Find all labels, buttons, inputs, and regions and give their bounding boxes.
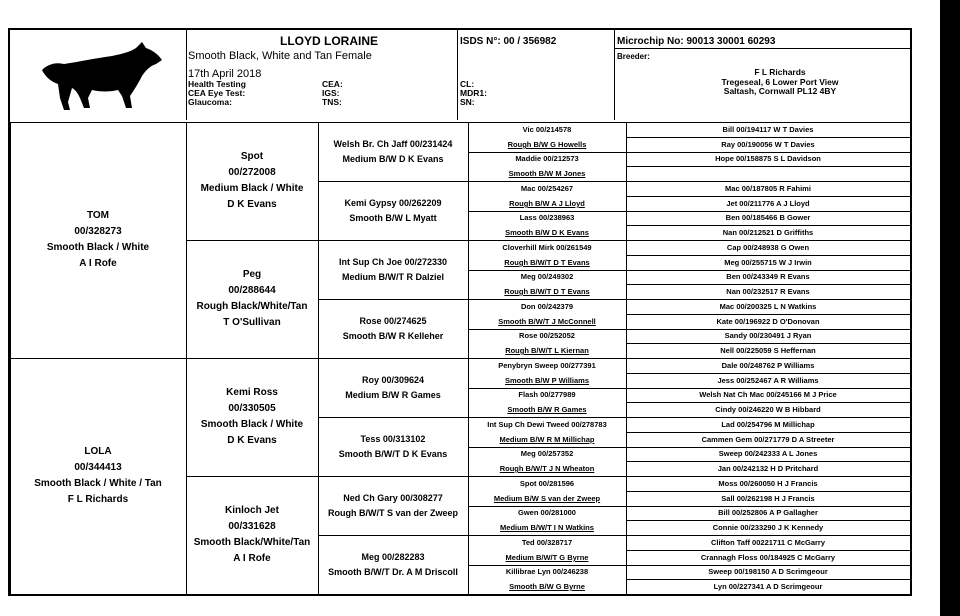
gen3-line: Welsh Br. Ch Jaff 00/231424 xyxy=(333,139,453,149)
gen5-line: Lad 00/254796 M Millichap xyxy=(721,420,815,429)
great-great-grandparent-entry xyxy=(623,196,913,211)
breeder-name: F L Richards xyxy=(754,67,806,77)
gen5-line: Ray 00/190056 W T Davies xyxy=(721,140,815,149)
great-great-grandparent-entry xyxy=(623,299,913,314)
great-great-grandparent-entry xyxy=(623,137,913,152)
gen3-line: Medium B/W D K Evans xyxy=(342,154,444,164)
great-great-grandparent-entry xyxy=(623,122,913,137)
gen5-line: Ben 00/185466 B Gower xyxy=(725,213,811,222)
breeder-street: Tregeseal, 6 Lower Port View xyxy=(721,76,839,87)
gen4-line: Cloverhill Mirk 00/261549 xyxy=(502,243,592,252)
gen3-line: Medium B/W/T R Dalziel xyxy=(341,272,444,282)
great-great-grandparent-entry xyxy=(623,417,913,432)
grandparent-sire-dam-entry xyxy=(318,196,468,226)
gen4-line: Smooth B/W G Byrne xyxy=(509,582,585,591)
great-great-grandparent-entry xyxy=(623,328,913,343)
gen2-line: Rough Black/White/Tan xyxy=(196,301,308,312)
gen2-line: 00/288644 xyxy=(228,285,276,296)
gen5-line: Cammen Gem 00/271779 D A Streeter xyxy=(701,435,835,444)
gen4-line: Spot 00/281596 xyxy=(519,479,575,488)
gen5-line: Sweep 00/242333 A L Jones xyxy=(718,449,818,458)
grandparent-sire-dam-entry xyxy=(318,137,468,167)
gen4-line: Rough B/W/T L Kiernan xyxy=(505,346,589,355)
gen5-line: Jet 00/211776 A J Lloyd xyxy=(726,199,810,208)
gen4-line: Mac 00/254267 xyxy=(520,184,574,193)
gen4-line: Smooth B/W P Williams xyxy=(505,376,589,385)
gen4-line: Rough B/W/T J N Wheaton xyxy=(499,464,595,473)
gen5-line: Moss 00/260050 H J Francis xyxy=(718,479,818,488)
gen4-line: Meg 00/249302 xyxy=(520,272,574,281)
great-great-grandparent-entry xyxy=(623,343,913,358)
gen1-line: Smooth Black / White xyxy=(46,242,150,253)
breeder-town: Saltash, Cornwall PL12 4BY xyxy=(723,86,837,96)
gen3-line: Ned Ch Gary 00/308277 xyxy=(343,493,443,503)
gen2-line: 00/272008 xyxy=(228,167,276,178)
great-great-grandparent-entry xyxy=(623,269,913,284)
grandparent-entry xyxy=(187,385,317,449)
gen2-line: A I Rofe xyxy=(233,553,271,564)
certificate-header xyxy=(10,30,910,120)
right-sidebar xyxy=(940,0,960,616)
great-grandparent-entry xyxy=(469,151,625,181)
great-great-grandparent-entry xyxy=(623,373,913,388)
gen3-line: Smooth B/W/T D K Evans xyxy=(338,449,448,459)
great-grandparent-entry xyxy=(469,122,625,152)
great-great-grandparent-entry xyxy=(623,461,913,476)
great-grandparent-entry xyxy=(469,476,625,506)
great-great-grandparent-entry xyxy=(623,358,913,373)
great-grandparent-entry xyxy=(469,387,625,417)
grandparent-entry xyxy=(187,149,317,213)
gen5-line: Kate 00/196922 D O'Donovan xyxy=(716,317,820,326)
great-great-grandparent-entry xyxy=(623,314,913,329)
gen4-line: Gwen 00/281000 xyxy=(518,508,576,517)
gen4-line: Maddie 00/212573 xyxy=(515,154,579,163)
gen4-line: Flash 00/277989 xyxy=(518,390,576,399)
gen4-line: Rough B/W A J Lloyd xyxy=(509,199,585,208)
health-tests-right xyxy=(460,80,487,107)
gen1-line: 00/344413 xyxy=(74,462,122,473)
parent-entry xyxy=(13,444,183,508)
gen3-line: Medium B/W R Games xyxy=(345,390,441,400)
gen5-line: Dale 00/248762 P Williams xyxy=(721,361,815,370)
gen4-line: Medium B/W/T I N Watkins xyxy=(500,523,594,532)
gen5-line: Lyn 00/227341 A D Scrimgeour xyxy=(713,582,823,591)
great-great-grandparent-entry xyxy=(623,432,913,447)
gen2-line: 00/331628 xyxy=(228,521,276,532)
gen5-line: Cindy 00/246220 W B Hibbard xyxy=(715,405,821,414)
gen4-line: Ted 00/328717 xyxy=(521,538,573,547)
gen5-line: Nan 00/212521 D Griffiths xyxy=(722,228,814,237)
gen2-line: Kemi Ross xyxy=(226,387,278,398)
gen5-line: Connie 00/233290 J K Kennedy xyxy=(712,523,824,532)
gen5-line: Crannagh Floss 00/184925 C McGarry xyxy=(700,553,836,562)
gen3-line: Int Sup Ch Joe 00/272330 xyxy=(338,257,448,267)
great-grandparent-entry xyxy=(469,358,625,388)
great-great-grandparent-entry xyxy=(623,387,913,402)
gen3-line: Tess 00/313102 xyxy=(360,434,426,444)
gen1-line: Smooth Black / White / Tan xyxy=(34,478,162,489)
gen4-line: Smooth B/W D K Evans xyxy=(505,228,589,237)
gen4-line: Penybryn Sweep 00/277391 xyxy=(498,361,596,370)
great-great-grandparent-entry xyxy=(623,151,913,166)
great-great-grandparent-entry xyxy=(623,579,913,594)
gen4-line: Medium B/W S van der Zweep xyxy=(493,494,601,503)
gen4-line: Medium B/W R M Millichap xyxy=(499,435,595,444)
great-great-grandparent-entry xyxy=(623,255,913,270)
isds-number: ISDS N°: 00 / 356982 xyxy=(460,36,557,47)
pedigree-certificate xyxy=(8,28,912,596)
great-grandparent-entry xyxy=(469,181,625,211)
great-grandparent-entry xyxy=(469,564,625,594)
great-great-grandparent-entry xyxy=(623,535,913,550)
gen5-line: Bill 00/252806 A P Gallagher xyxy=(718,508,818,517)
gen2-line: Peg xyxy=(242,269,262,280)
gen3-line: Rough B/W/T S van der Zweep xyxy=(327,508,458,518)
gen5-line: Sandy 00/230491 J Ryan xyxy=(724,331,812,340)
great-great-grandparent-entry xyxy=(623,564,913,579)
gen4-line: Smooth B/W M Jones xyxy=(508,169,586,178)
gen1-line: LOLA xyxy=(84,446,112,457)
great-grandparent-entry xyxy=(469,240,625,270)
gen4-line: Rough B/W G Howells xyxy=(507,140,587,149)
gen5-line: Mac 00/200325 L N Watkins xyxy=(719,302,817,311)
gen4-line: Meg 00/257352 xyxy=(520,449,574,458)
gen1-line: 00/328273 xyxy=(74,226,122,237)
grandparent-sire-dam-entry xyxy=(318,373,468,403)
mdr1-label: MDR1: xyxy=(460,88,487,98)
gen3-line: Meg 00/282283 xyxy=(361,552,425,562)
gen5-line: Nan 00/232517 R Evans xyxy=(726,287,810,296)
gen5-line: Ben 00/243349 R Evans xyxy=(726,272,810,281)
grandparent-sire-dam-entry xyxy=(318,314,468,344)
cea-label: CEA: xyxy=(322,79,343,89)
breeder-address xyxy=(670,68,890,97)
gen4-line: Lass 00/238963 xyxy=(519,213,575,222)
gen5-line: Cap 00/248938 G Owen xyxy=(726,243,810,252)
great-grandparent-entry xyxy=(469,446,625,476)
gen4-line: Killibrae Lyn 00/246238 xyxy=(505,567,589,576)
great-grandparent-entry xyxy=(469,417,625,447)
gen4-line: Rose 00/252052 xyxy=(519,331,575,340)
gen4-line: Don 00/242379 xyxy=(520,302,574,311)
sn-label: SN: xyxy=(460,97,475,107)
great-great-grandparent-entry xyxy=(623,284,913,299)
gen4-line: Smooth B/W R Games xyxy=(507,405,587,414)
great-grandparent-entry xyxy=(469,535,625,565)
cl-label: CL: xyxy=(460,79,475,89)
health-testing-label: Health Testing xyxy=(188,79,246,89)
gen2-line: Smooth Black/White/Tan xyxy=(193,537,311,548)
dog-description: Smooth Black, White and Tan Female xyxy=(188,50,372,62)
tns-label: TNS: xyxy=(322,97,342,107)
gen5-line: Hope 00/158875 S L Davidson xyxy=(715,154,821,163)
gen5-line: Jan 00/242132 H D Pritchard xyxy=(717,464,819,473)
gen5-line: Jess 00/252467 A R Williams xyxy=(717,376,819,385)
gen3-line: Rose 00/274625 xyxy=(359,316,427,326)
great-great-grandparent-entry xyxy=(623,491,913,506)
grandparent-entry xyxy=(187,267,317,331)
gen3-line: Smooth B/W/T Dr. A M Driscoll xyxy=(328,567,458,577)
border-collie-logo xyxy=(38,40,166,112)
grandparent-sire-dam-entry xyxy=(318,491,468,521)
gen4-line: Rough B/W/T D T Evans xyxy=(504,258,590,267)
gen4-line: Vic 00/214578 xyxy=(522,125,572,134)
gen4-line: Int Sup Ch Dewi Tweed 00/278783 xyxy=(487,420,607,429)
gen2-line: Smooth Black / White xyxy=(200,419,304,430)
gen5-line: Bill 00/194117 W T Davies xyxy=(722,125,814,134)
glaucoma-label: Glaucoma: xyxy=(188,97,232,107)
great-great-grandparent-entry xyxy=(623,505,913,520)
gen2-line: Spot xyxy=(240,151,264,162)
great-great-grandparent-entry xyxy=(623,181,913,196)
great-great-grandparent-entry xyxy=(623,476,913,491)
gen2-line: Kinloch Jet xyxy=(225,505,279,516)
gen3-line: Kemi Gypsy 00/262209 xyxy=(344,198,442,208)
great-grandparent-entry xyxy=(469,328,625,358)
great-grandparent-entry xyxy=(469,269,625,299)
cea-eye-test-label: CEA Eye Test: xyxy=(188,88,246,98)
great-grandparent-entry xyxy=(469,299,625,329)
grandparent-entry xyxy=(187,503,317,567)
parent-entry xyxy=(13,208,183,272)
great-great-grandparent-entry xyxy=(623,225,913,240)
grandparent-sire-dam-entry xyxy=(318,255,468,285)
gen4-line: Medium B/W/T G Byrne xyxy=(505,553,589,562)
gen5-line: Meg 00/255715 W J Irwin xyxy=(724,258,812,267)
gen1-line: F L Richards xyxy=(67,494,129,505)
igs-label: IGS: xyxy=(322,88,340,98)
gen5-line: Clifton Taff 00221711 C McGarry xyxy=(710,538,826,547)
gen5-line: Mac 00/187805 R Fahimi xyxy=(725,184,811,193)
gen4-line: Rough B/W/T D T Evans xyxy=(504,287,590,296)
great-great-grandparent-entry xyxy=(623,210,913,225)
great-great-grandparent-entry xyxy=(623,402,913,417)
grandparent-sire-dam-entry xyxy=(318,550,468,580)
gen3-line: Roy 00/309624 xyxy=(361,375,425,385)
gen3-line: Smooth B/W L Myatt xyxy=(349,213,437,223)
gen1-line: TOM xyxy=(86,210,110,221)
gen5-line: Sweep 00/198150 A D Scrimgeour xyxy=(708,567,828,576)
health-tests-mid xyxy=(322,80,343,107)
great-grandparent-entry xyxy=(469,210,625,240)
date-of-birth: 17th April 2018 xyxy=(188,68,262,80)
microchip-number: Microchip No: 90013 30001 60293 xyxy=(617,36,776,47)
great-grandparent-entry xyxy=(469,505,625,535)
gen2-line: T O'Sullivan xyxy=(223,317,281,328)
gen2-line: D K Evans xyxy=(227,199,277,210)
gen2-line: D K Evans xyxy=(227,435,277,446)
gen5-line: Sall 00/262198 H J Francis xyxy=(721,494,815,503)
gen2-line: Medium Black / White xyxy=(200,183,304,194)
gen2-line: 00/330505 xyxy=(228,403,276,414)
gen5-line: Welsh Nat Ch Mac 00/245166 M J Price xyxy=(699,390,837,399)
great-great-grandparent-entry xyxy=(623,520,913,535)
breeder-label: Breeder: xyxy=(617,52,650,61)
great-great-grandparent-entry xyxy=(623,550,913,565)
health-tests-left xyxy=(188,80,246,107)
gen5-line: Nell 00/225059 S Heffernan xyxy=(720,346,816,355)
great-great-grandparent-entry xyxy=(623,446,913,461)
gen4-line: Smooth B/W/T J McConnell xyxy=(498,317,596,326)
great-great-grandparent-entry xyxy=(623,240,913,255)
grandparent-sire-dam-entry xyxy=(318,432,468,462)
dog-name: LLOYD LORAINE xyxy=(280,34,378,48)
gen1-line: A I Rofe xyxy=(79,258,117,269)
gen3-line: Smooth B/W R Kelleher xyxy=(342,331,444,341)
